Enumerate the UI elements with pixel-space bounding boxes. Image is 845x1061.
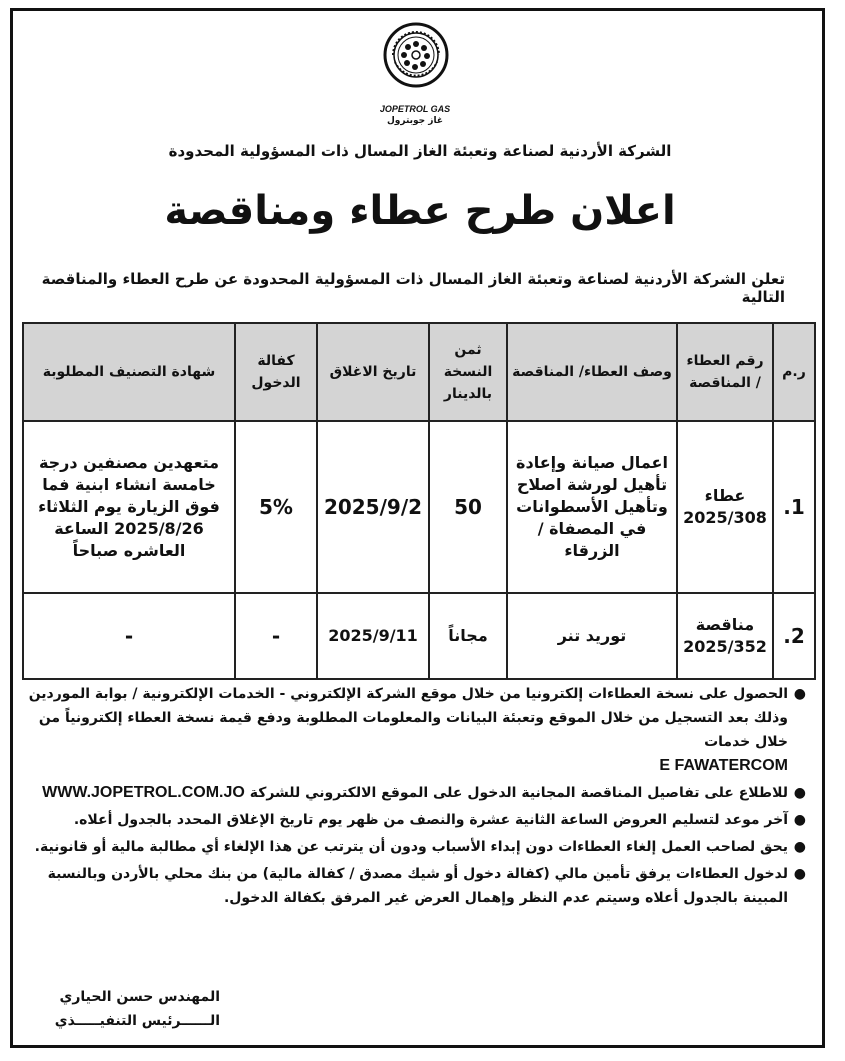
notes-list (26, 682, 810, 913)
row-description: توريد تنر (507, 593, 677, 679)
brand-arabic: غاز جوبترول (386, 116, 444, 126)
row-closing: 2025/9/2 (317, 421, 429, 593)
header-price: ثمن النسخة بالدينار (429, 323, 507, 421)
header-closing: تاريخ الاغلاق (317, 323, 429, 421)
row-number: مناقصة 2025/352 (677, 593, 773, 679)
bullet-icon: ● (793, 812, 806, 828)
header-no: ر.م (773, 323, 815, 421)
note-service: E FAWATERCOM (659, 757, 788, 774)
signature-name: المهندس حسن الحياري (59, 989, 220, 1005)
row-no: 2. (773, 593, 815, 679)
page-title: اعلان طرح عطاء ومناقصة (164, 188, 676, 234)
header-description: وصف العطاء/ المناقصة (507, 323, 677, 421)
table-header-row (23, 323, 815, 421)
note-item (26, 862, 810, 910)
note-text: آخر موعد لتسليم العروض الساعة الثانية عشرة والنصف من ظهر يوم تاريخ الإغلاق المحدد بالجدول أعلاه. (73, 812, 788, 828)
row-price: مجاناً (429, 593, 507, 679)
brand-latin: JOPETROL GAS (379, 104, 451, 114)
note-text: للاطلاع على تفاصيل المناقصة المجانية الدخول على الموقع الالكتروني للشركة (249, 785, 788, 801)
header-number: رقم العطاء / المناقصة (677, 323, 773, 421)
row-guarantee: - (235, 593, 317, 679)
row-certificate: متعهدين مصنفين درجة خامسة انشاء ابنية فما فوق الزيارة يوم الثلاثاء 2025/8/26 الساعة العاشره صباحاً (23, 421, 235, 593)
note-text: الحصول على نسخة العطاءات إلكترونيا من خلال موقع الشركة الإلكتروني - الخدمات الإلكترونية / بوابة الموردين وذلك بعد التسجيل من خلال الموقع وتعبئة البيانات والمعلومات المطلوبة ودفع قيمة نسخة العطاء إلكترونياً من خلال خدمات (28, 686, 788, 750)
row-description: اعمال صيانة وإعادة تأهيل لورشة اصلاح وتأهيل الأسطوانات في المصفاة / الزرقاء (507, 421, 677, 593)
row-price: 50 (429, 421, 507, 593)
note-item (26, 808, 810, 832)
bullet-icon: ● (793, 686, 806, 702)
note-item (26, 835, 810, 859)
row-guarantee: 5% (235, 421, 317, 593)
signature-block (40, 985, 220, 1033)
row-closing: 2025/9/11 (317, 593, 429, 679)
table-row (23, 593, 815, 679)
bullet-icon: ● (793, 785, 806, 801)
company-name: الشركة الأردنية لصناعة وتعبئة الغاز المسال ذات المسؤولية المحدودة (168, 142, 672, 160)
row-number: عطاء 2025/308 (677, 421, 773, 593)
website-link[interactable]: WWW.JOPETROL.COM.JO (42, 784, 245, 801)
note-item (26, 682, 810, 778)
table-row (23, 421, 815, 593)
row-certificate: - (23, 593, 235, 679)
header-certificate: شهادة التصنيف المطلوبة (23, 323, 235, 421)
tenders-table (22, 322, 816, 680)
intro-text: تعلن الشركة الأردنية لصناعة وتعبئة الغاز المسال ذات المسؤولية المحدودة عن طرح العطاء والمناقصة التالية (41, 270, 785, 306)
row-no: 1. (773, 421, 815, 593)
bullet-icon: ● (793, 839, 806, 855)
bullet-icon: ● (793, 866, 806, 882)
header-guarantee: كفالة الدخول (235, 323, 317, 421)
signature-role: الــــــرئيس التنفيـــــذي (54, 1013, 220, 1029)
note-text: يحق لصاحب العمل إلغاء العطاءات دون إبداء الأسباب ودون أن يترتب عن هذا الإلغاء أي مطالبة مالية أو قانونية. (34, 839, 788, 855)
note-text: لدخول العطاءات يرفق تأمين مالي (كفالة دخول أو شيك مصدق / كفالة مالية) من بنك محلي بالأردن وبالنسبة المبينة بالجدول أعلاه وسيتم عدم النظر وإهمال العرض غير المرفق بكفالة الدخول. (47, 866, 788, 906)
note-item (26, 781, 810, 805)
company-logo (383, 22, 449, 88)
